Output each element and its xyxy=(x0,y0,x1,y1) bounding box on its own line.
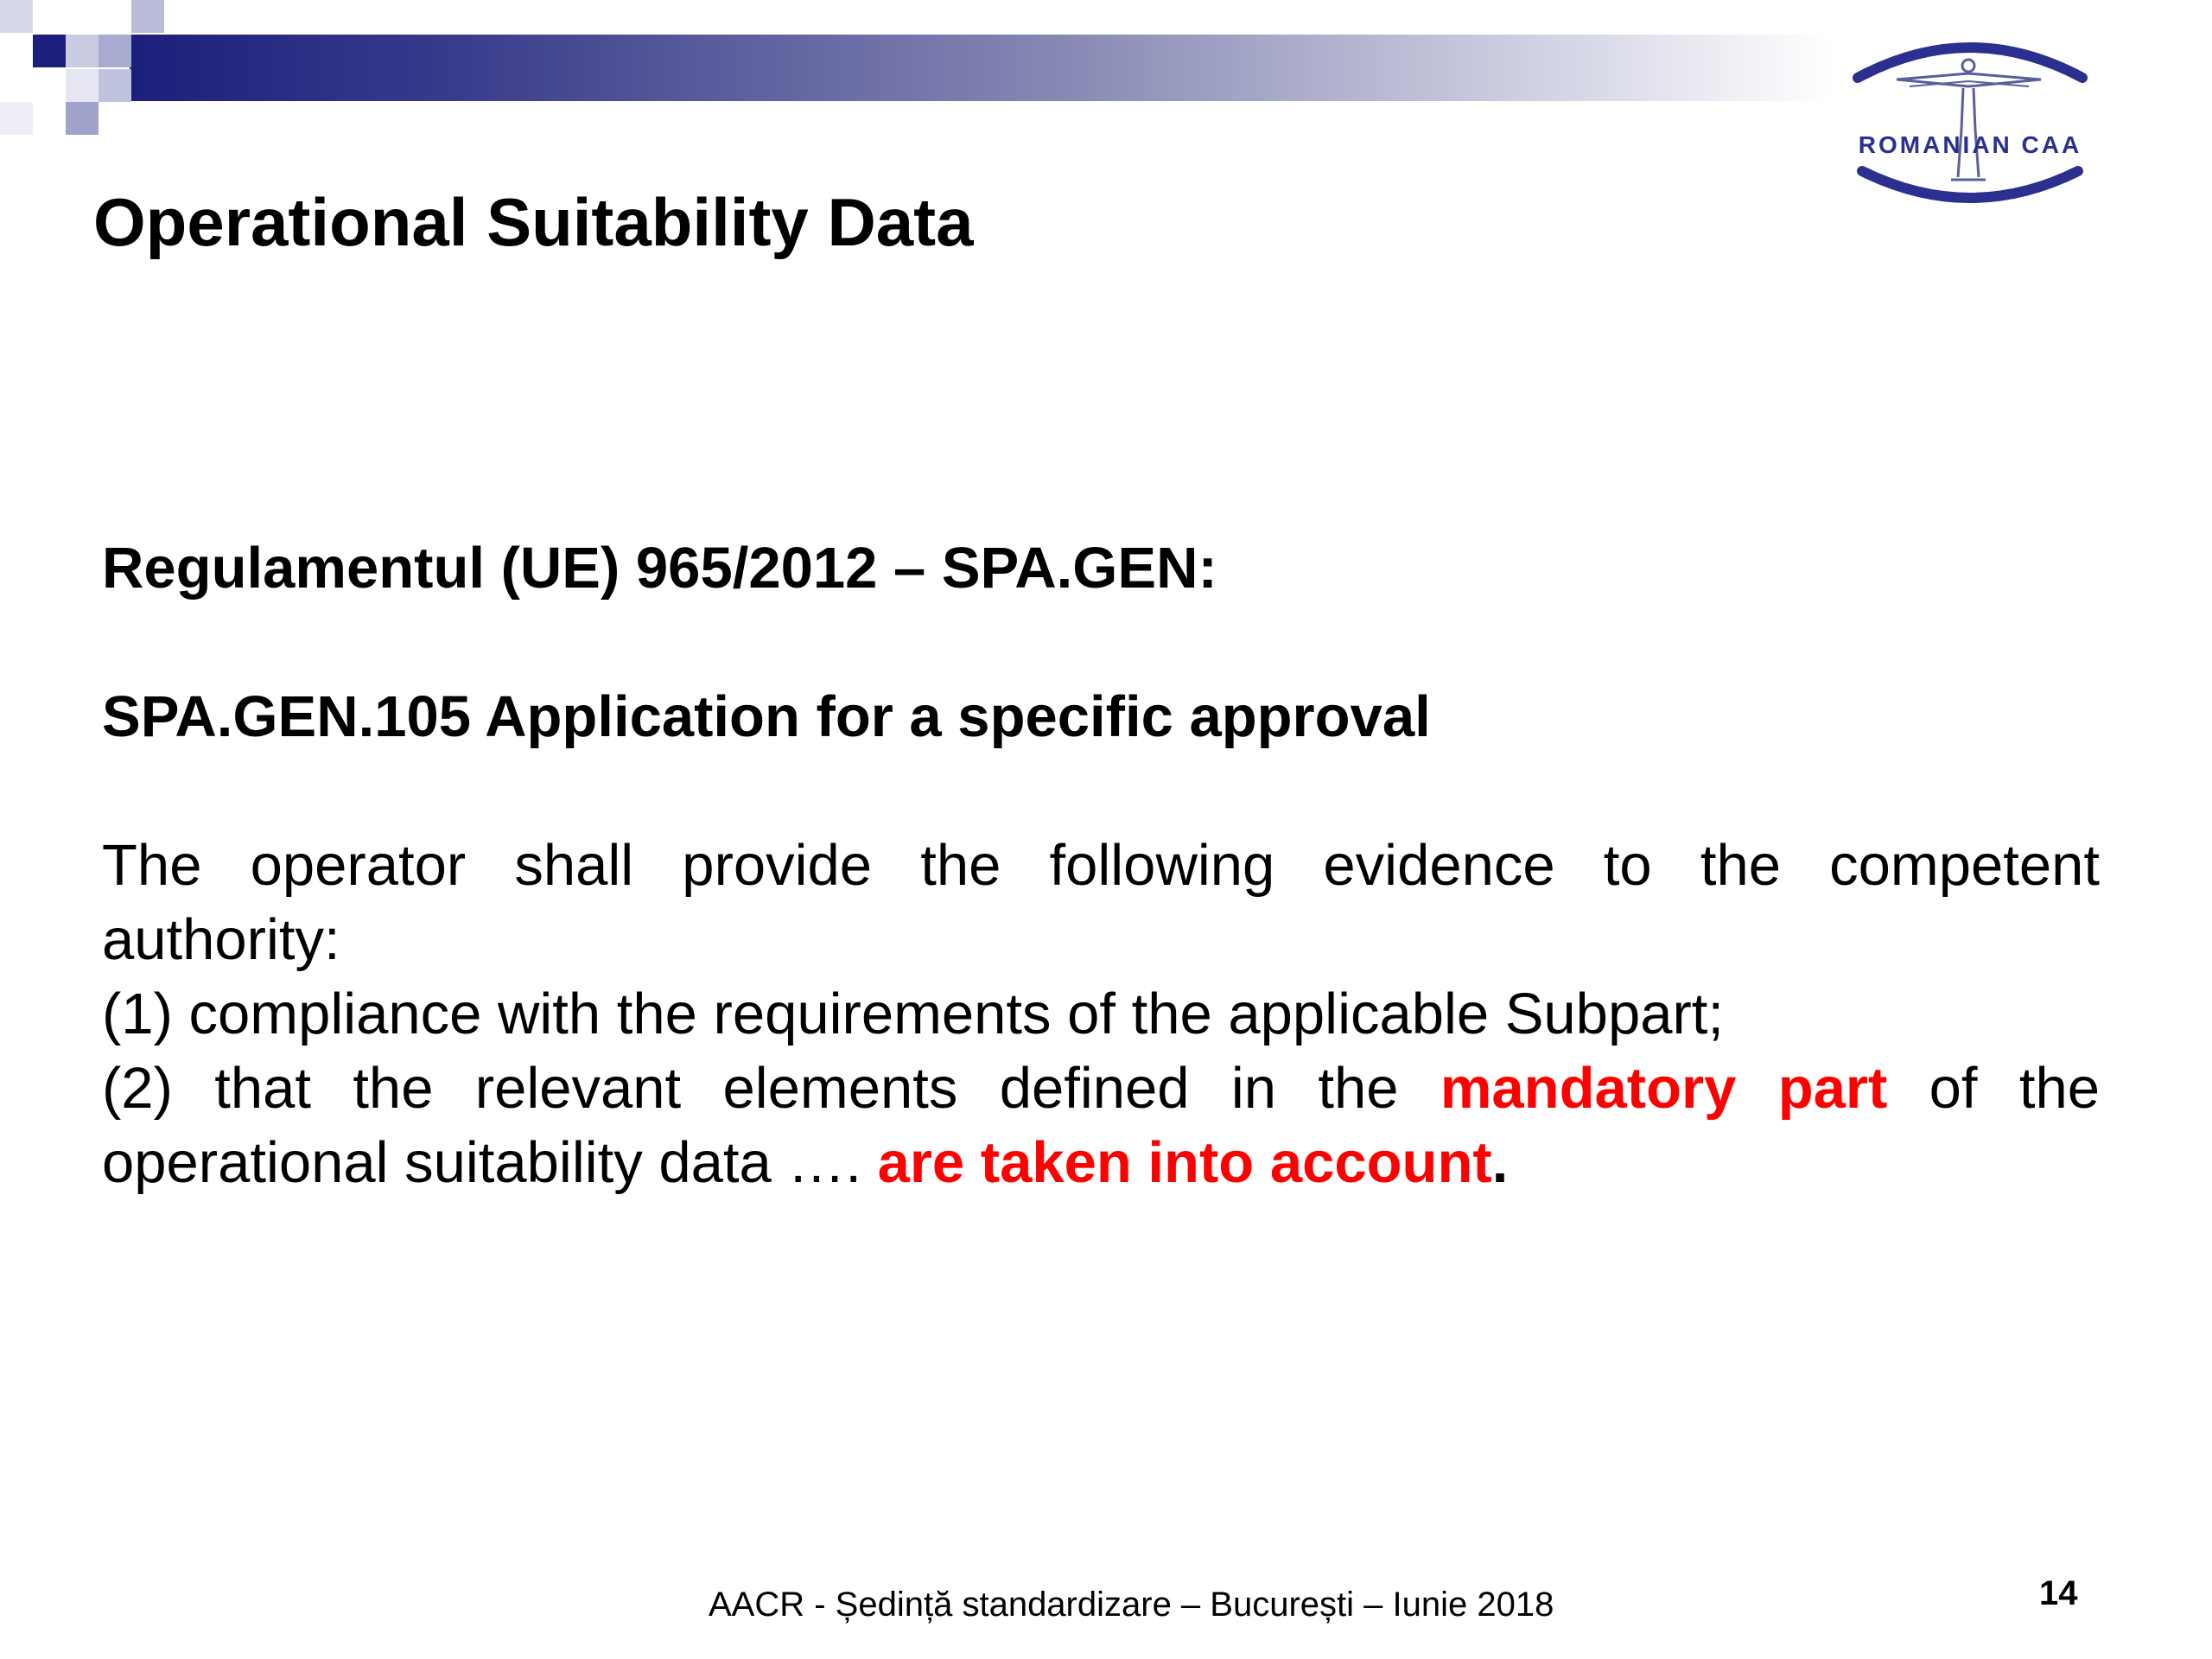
deco-square xyxy=(66,69,99,102)
logo-text: ROMANIAN CAA xyxy=(1858,131,2082,158)
item2-text-c: operational suitability data …. xyxy=(102,1130,861,1195)
slide-body xyxy=(102,531,2100,1200)
deco-square xyxy=(66,35,99,67)
deco-square xyxy=(66,102,99,135)
slide-title: Operational Suitability Data xyxy=(93,184,974,260)
deco-square xyxy=(0,102,33,135)
mandatory-part-highlight: mandatory part xyxy=(1440,1056,1888,1121)
intro-line-2: authority: xyxy=(102,907,340,972)
deco-square xyxy=(0,0,33,33)
page-number: 14 xyxy=(2039,1574,2078,1612)
spacer xyxy=(102,606,2100,680)
deco-square xyxy=(33,35,66,67)
regulation-heading: Regulamentul (UE) 965/2012 – SPA.GEN: xyxy=(102,536,1217,601)
item2-text-a: (2) that the relevant elements defined in the xyxy=(102,1056,1399,1121)
header-gradient-band xyxy=(130,35,1832,101)
deco-square xyxy=(99,69,131,102)
list-item-2-line-1 xyxy=(102,1052,2100,1126)
item2-period: . xyxy=(1491,1130,1509,1195)
winged-figure-icon xyxy=(1815,26,2126,207)
spacer xyxy=(102,754,2100,829)
romanian-caa-logo xyxy=(1815,26,2126,207)
list-item-2-line-2 xyxy=(102,1126,2100,1200)
deco-square xyxy=(99,35,131,67)
taken-into-account-highlight: are taken into account xyxy=(877,1130,1492,1195)
intro-line-1: The operator shall provide the following evidence to the competent xyxy=(102,833,2100,898)
section-heading: SPA.GEN.105 Application for a specific approval xyxy=(102,684,1431,749)
item2-text-b: of the xyxy=(1929,1056,2100,1121)
footer-text: AACR - Ședință standardizare – București – Iunie 2018 xyxy=(709,1586,1554,1624)
list-item-1: (1) compliance with the requirements of the applicable Subpart; xyxy=(102,982,1725,1046)
deco-square xyxy=(131,0,164,33)
